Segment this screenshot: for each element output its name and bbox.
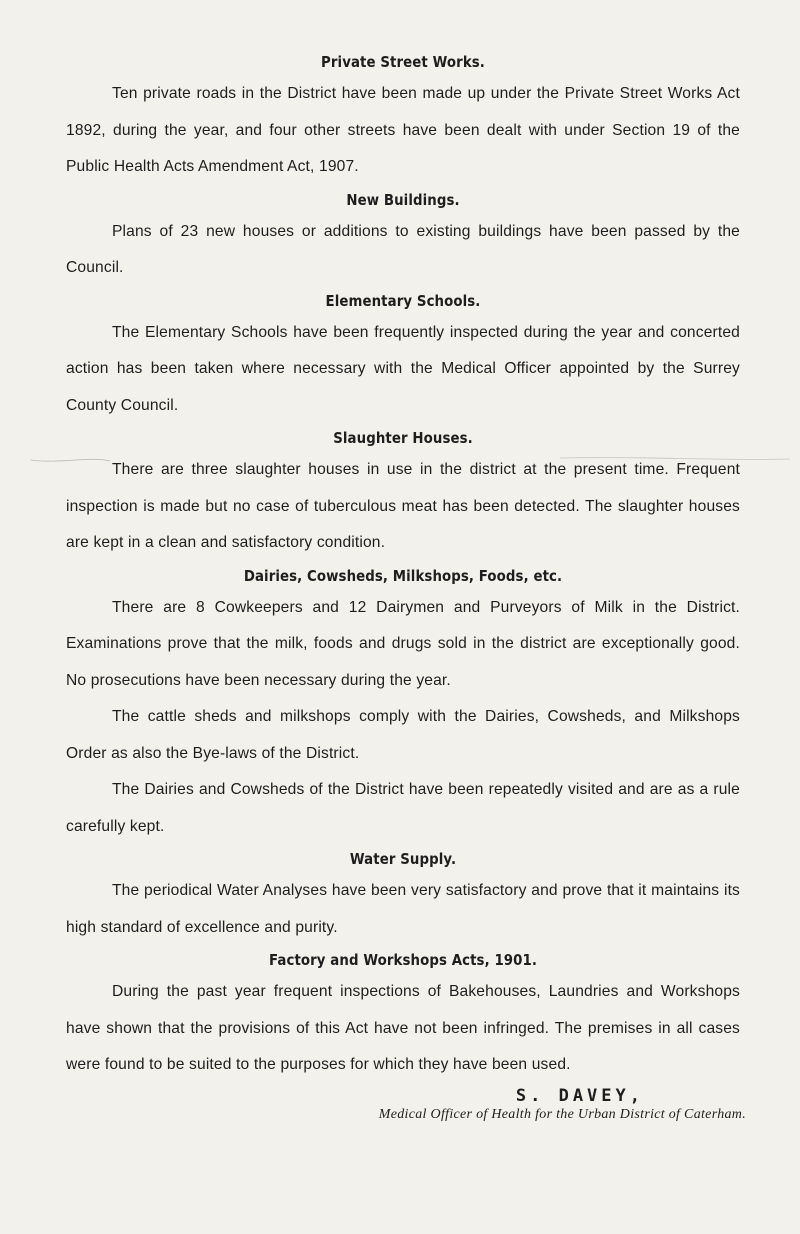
heading-slaughter-houses: Slaughter Houses. — [333, 429, 473, 447]
paragraph-dairies-1: There are 8 Cowkeepers and 12 Dairymen and Purveyors of Milk in the District. Examinations prove that the milk, foods and drugs sold in the district are exceptionally good. No prosecutions have been necessary during the year. — [66, 598, 740, 689]
heading-dairies: Dairies, Cowsheds, Milkshops, Foods, etc. — [243, 566, 563, 585]
heading-water-supply: Water Supply. — [349, 850, 457, 868]
paragraph-water-supply: The periodical Water Analyses have been very satisfactory and prove that it maintains its high standard of excellence and purity. — [66, 882, 740, 936]
paragraph-new-buildings: Plans of 23 new houses or additions to existing buildings have been passed by the Council. — [66, 222, 740, 276]
section-new-buildings — [66, 186, 740, 287]
signature-title: Medical Officer of Health for the Urban District of Caterham. — [378, 1106, 746, 1122]
section-factory-workshops — [66, 946, 740, 1084]
section-water-supply — [66, 845, 740, 946]
signature-name: S. DAVEY, — [515, 1085, 644, 1106]
signature-block — [66, 1085, 746, 1124]
paragraph-private-street-works: Ten private roads in the District have been made up under the Private Street Works Act 1892, during the year, and four other streets have been dealt with under Section 19 of the Public Health Acts Amendment Act, 1907. — [66, 85, 740, 175]
heading-new-buildings: New Buildings. — [346, 190, 460, 209]
document-body — [66, 48, 746, 1124]
heading-factory-workshops: Factory and Workshops Acts, 1901. — [268, 951, 538, 969]
heading-private-street-works: Private Street Works. — [321, 53, 485, 71]
paragraph-elementary-schools: The Elementary Schools have been frequently inspected during the year and concerted action has been taken where necessary with the Medical Officer appointed by the Surrey County Council. — [66, 323, 740, 414]
paragraph-slaughter-houses: There are three slaughter houses in use in the district at the present time. Frequent inspection is made but no case of tuberculous meat has been detected. The slaughter houses are kept in a clean and satisfactory condition. — [66, 461, 740, 551]
section-private-street-works — [66, 48, 740, 186]
heading-elementary-schools: Elementary Schools. — [325, 291, 481, 310]
paragraph-dairies-3: The Dairies and Cowsheds of the District have been repeatedly visited and are as a rule carefully kept. — [66, 781, 740, 835]
section-dairies — [66, 562, 740, 846]
paragraph-dairies-2: The cattle sheds and milkshops comply with the Dairies, Cowsheds, and Milkshops Order as also the Bye-laws of the District. — [66, 708, 740, 762]
paragraph-factory-workshops: During the past year frequent inspections of Bakehouses, Laundries and Workshops have shown that the provisions of this Act have not been infringed. The premises in all cases were found to be suited to the purposes for which they have been used. — [66, 983, 740, 1073]
section-slaughter-houses — [66, 424, 740, 562]
section-elementary-schools — [66, 287, 740, 425]
